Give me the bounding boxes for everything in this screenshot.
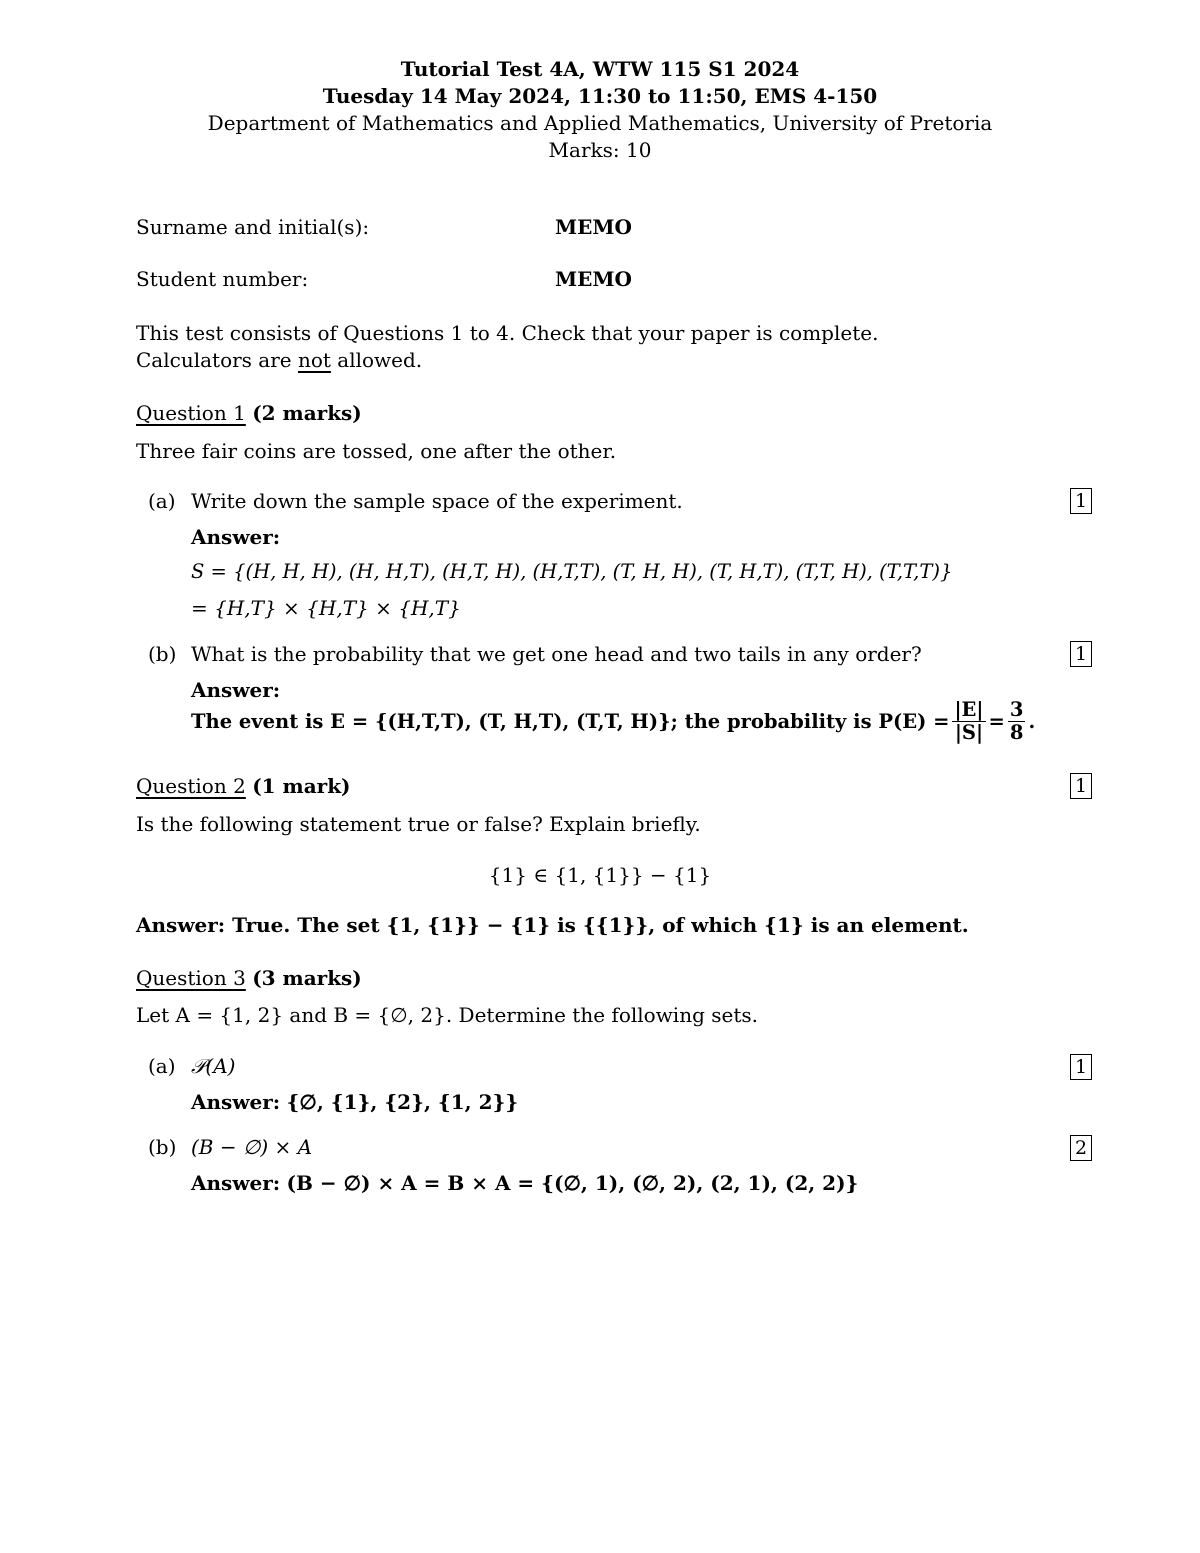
result-denominator: 8 bbox=[1009, 721, 1024, 744]
question-2-marks: (1 mark) bbox=[252, 774, 351, 798]
q3a-answer-value: {∅, {1}, {2}, {1, 2}} bbox=[286, 1090, 519, 1114]
question-1-intro: Three fair coins are tossed, one after the other. bbox=[136, 439, 617, 463]
question-2-heading bbox=[136, 774, 351, 798]
question-3-marks: (3 marks) bbox=[252, 966, 362, 990]
q1a-answer-label: Answer: bbox=[191, 525, 281, 549]
marks-line: Marks: 10 bbox=[548, 138, 652, 162]
q3b-answer-label: Answer: bbox=[191, 1171, 281, 1195]
question-3-intro: Let A = {1, 2} and B = {∅, 2}. Determine the following sets. bbox=[136, 1003, 759, 1027]
q1a-label: (a) bbox=[148, 489, 176, 513]
q1b-answer-label: Answer: bbox=[191, 678, 281, 702]
q1a-answer-line2: = {H,T} × {H,T} × {H,T} bbox=[191, 596, 461, 620]
result-numerator: 3 bbox=[1009, 698, 1024, 721]
q3a-answer bbox=[191, 1090, 518, 1114]
result-fraction bbox=[1008, 699, 1026, 744]
question-1-marks: (2 marks) bbox=[252, 401, 362, 425]
q3a-text: 𝒫(A) bbox=[191, 1054, 236, 1078]
instructions-line2-pre: Calculators are bbox=[136, 348, 298, 372]
instructions-line2-post: allowed. bbox=[330, 348, 423, 372]
q1b-mark-box: 1 bbox=[1070, 641, 1092, 667]
question-2-intro: Is the following statement true or false? Explain briefly. bbox=[136, 812, 701, 836]
q1b-answer bbox=[191, 699, 1035, 744]
surname-label: Surname and initial(s): bbox=[136, 215, 370, 239]
question-2-statement: {1} ∈ {1, {1}} − {1} bbox=[488, 863, 712, 887]
question-2-title: Question 2 bbox=[136, 774, 246, 798]
question-1-title: Question 1 bbox=[136, 401, 246, 425]
q1a-text: Write down the sample space of the experiment. bbox=[191, 489, 683, 513]
question-3-heading bbox=[136, 966, 362, 990]
session-line: Tuesday 14 May 2024, 11:30 to 11:50, EMS 4-150 bbox=[322, 84, 878, 108]
fraction-numerator: |E| bbox=[954, 698, 984, 721]
surname-value: MEMO bbox=[555, 215, 632, 239]
answer-period: . bbox=[1028, 710, 1036, 733]
q3a-answer-label: Answer: bbox=[191, 1090, 281, 1114]
question-3-title: Question 3 bbox=[136, 966, 246, 990]
q3b-answer bbox=[191, 1171, 858, 1195]
page-title: Tutorial Test 4A, WTW 115 S1 2024 bbox=[400, 57, 800, 81]
equals-sign: = bbox=[988, 710, 1005, 733]
instructions-line2 bbox=[136, 348, 422, 372]
q1a-mark-box: 1 bbox=[1070, 488, 1092, 514]
q1b-answer-text: The event is E = {(H,T,T), (T, H,T), (T,T, H)}; the probability is P(E) = bbox=[191, 710, 950, 733]
instructions-line1: This test consists of Questions 1 to 4. Check that your paper is complete. bbox=[136, 321, 879, 345]
q3b-mark-box: 2 bbox=[1070, 1135, 1092, 1161]
q1b-text: What is the probability that we get one head and two tails in any order? bbox=[191, 642, 922, 666]
q3a-label: (a) bbox=[148, 1054, 176, 1078]
department-line: Department of Mathematics and Applied Mathematics, University of Pretoria bbox=[207, 111, 993, 135]
q3a-mark-box: 1 bbox=[1070, 1054, 1092, 1080]
q3b-label: (b) bbox=[148, 1135, 177, 1159]
instructions-not: not bbox=[297, 348, 331, 372]
fraction-denominator: |S| bbox=[954, 721, 984, 744]
q1b-label: (b) bbox=[148, 642, 177, 666]
student-number-value: MEMO bbox=[555, 267, 632, 291]
q3b-text: (B − ∅) × A bbox=[191, 1135, 313, 1159]
student-number-label: Student number: bbox=[136, 267, 309, 291]
q2-mark-box: 1 bbox=[1070, 773, 1092, 799]
question-1-heading bbox=[136, 401, 362, 425]
q1a-answer-line1: S = {(H, H, H), (H, H,T), (H,T, H), (H,T,T), (T, H, H), (T, H,T), (T,T, H), (T,T,T)} bbox=[191, 560, 953, 583]
probability-fraction bbox=[952, 699, 985, 744]
q3b-answer-value: (B − ∅) × A = B × A = {(∅, 1), (∅, 2), (2, 1), (2, 2)} bbox=[286, 1171, 859, 1195]
question-2-answer: Answer: True. The set {1, {1}} − {1} is {{1}}, of which {1} is an element. bbox=[136, 913, 969, 937]
